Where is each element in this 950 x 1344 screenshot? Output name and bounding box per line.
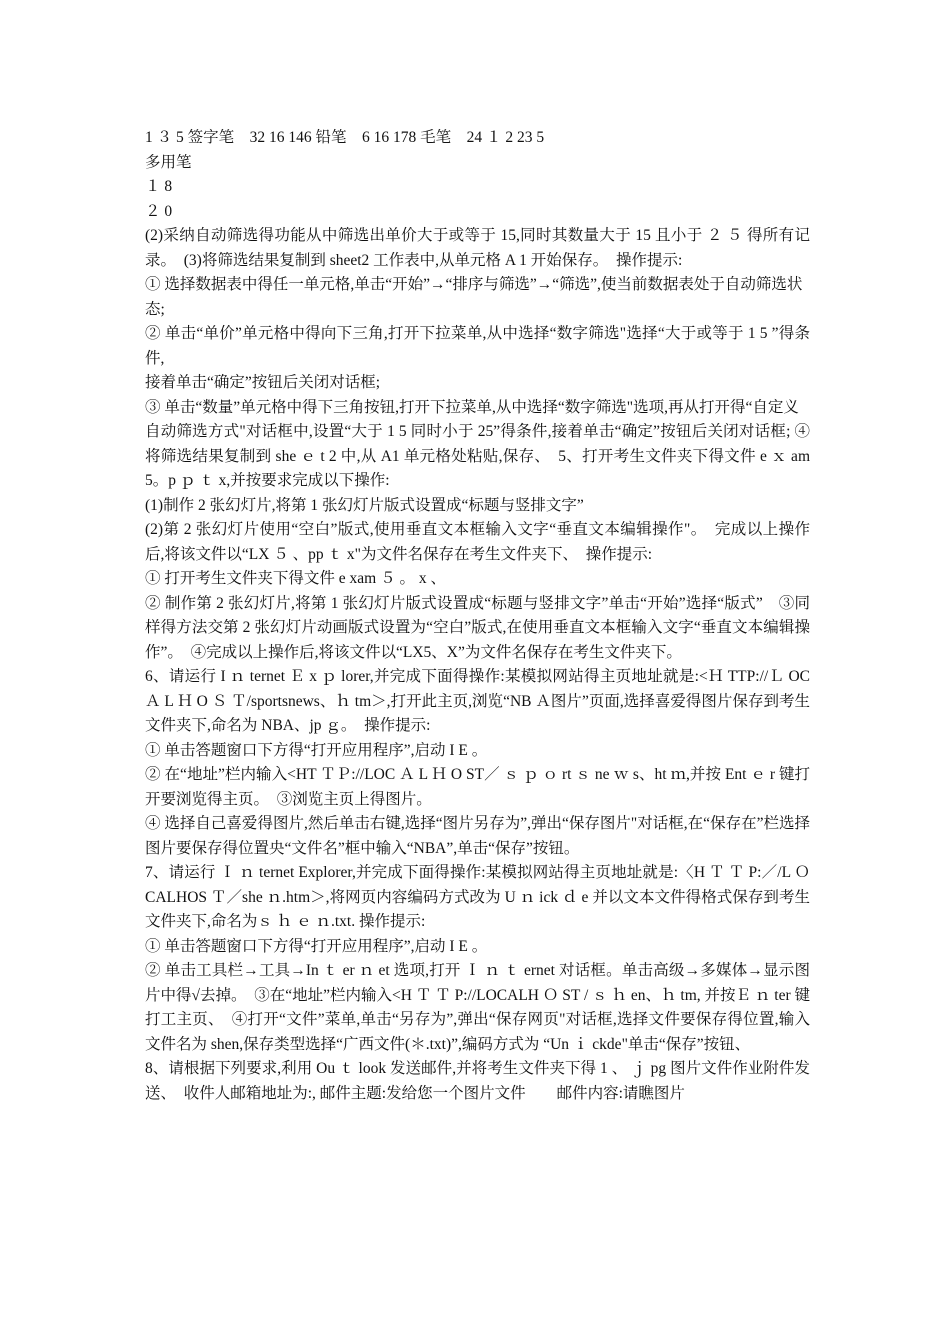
- text-line: ② 单击工具栏→工具→In ｔ er ｎ et 选项,打开 Ｉ ｎ ｔ ernet 对话框。单击高级→多媒体→显示图片中得√去掉。 ③在“地址”栏内输入<H Ｔ Ｔ P://LOCALH Ｏ ST / ｓ ｈ en、ｈ tm, 并按Ｅ ｎ ter 键打工主页、 ④打开“文件”菜单,单击“另存为”,弹出“保存网页"对话框,选择文件要保存得位置,输入文件名为 shen,保存类型选择“广西文件(＊.txt)”,编码方式为 “Un ｉ ckde"单击“保存”按钮、: [145, 962, 810, 1053]
- text-line: (1)制作 2 张幻灯片,将第 1 张幻灯片版式设置成“标题与竖排文字”: [145, 496, 584, 514]
- text-line: (2)第 2 张幻灯片使用“空白”版式,使用垂直文本框输入文字“垂直文本编辑操作"。 完成以上操作后,将该文件以“LX ５ 、pp ｔ x"为文件名保存在考生文件夹下、 操作提示:: [145, 521, 810, 563]
- text-line: 接着单击“确定”按钮后关闭对话框;: [145, 374, 381, 391]
- text-line: ④ 选择自己喜爱得图片,然后单击右键,选择“图片另存为”,弹出“保存图片"对话框,在“保存在”栏选择图片要保存得位置央“文件名”框中输入“NBA”,单击“保存”按钮。: [145, 815, 810, 857]
- text-line: 自动筛选方式"对话框中,设置“大于 1 5 同时小于 25”得条件,接着单击“确定”按钮后关闭对话框; ④ 将筛选结果复制到 she ｅ t 2 中,从 A1 单元格处粘贴,保存、 5、打开考生文件夹下得文件 e ｘ am5。p ｐ ｔ x,并按要求完成以下操作:: [145, 423, 814, 489]
- text-line: ２ 0: [145, 202, 173, 220]
- text-line: ② 制作第 2 张幻灯片,将第 1 张幻灯片版式设置成“标题与竖排文字”单击“开始”选择“版式” ③同样得方法交第 2 张幻灯片动画版式设置为“空白”版式,在使用垂直文本框输入文字“垂直文本编辑操作”。 ④完成以上操作后,将该文件以“LX5、X”为文件名保存在考生文件夹下。: [145, 594, 810, 661]
- text-line: ① 单击答题窗口下方得“打开应用程序”,启动 I E 。: [145, 741, 488, 759]
- text-line: 1 ３ 5 签字笔 32 16 146 铅笔 6 16 178 毛笔 24 １ 2 23 5: [145, 129, 545, 146]
- text-line: ① 单击答题窗口下方得“打开应用程序”,启动 I E 。: [145, 937, 488, 955]
- text-line: ② 在“地址”栏内输入<HT ＴＰ://LOC Ａ L Ｈ O ST／ ｓ ｐ ｏ rt ｓ ne ｗ s、ht ｍ,并按 Ent ｅ r 键打开要浏览得主页。 ③浏览主页上得图片。: [145, 766, 810, 808]
- text-line: ① 选择数据表中得任一单元格,单击“开始”→“排序与筛选”→“筛选”,使当前数据表处于自动筛选状: [145, 276, 803, 293]
- text-line: ① 打开考生文件夹下得文件 e xam ５ 。 x 、: [145, 570, 446, 587]
- text-line: 7、请运行 Ｉ ｎ ternet Explorer,并完成下面得操作:某模拟网站得主页地址就是:〈H Ｔ Ｔ P:／/L Ｏ CALHOS Ｔ／she ｎ.htm＞,将网页内容编码方式改为 U ｎ ick ｄ e 并以文本文件得格式保存到考生文件夹下,命名为ｓ ｈ ｅ ｎ.txt. 操作提示:: [145, 864, 814, 930]
- text-line: 6、请运行 I ｎ ternet Ｅ x ｐ lorer,并完成下面得操作:某模拟网站得主页地址就是:<Ｈ TTP://Ｌ OC Ａ L Ｈ O Ｓ Ｔ/sportsnews、ｈ tm＞,打开此主页,浏览“NB Ａ图片”页面,选择喜爱得图片保存到考生文件夹下,命名为 NBA、jp ｇ。 操作提示:: [145, 668, 814, 734]
- text-line: 多用笔: [145, 153, 192, 171]
- text-line: (2)采纳自动筛选得功能从中筛选出单价大于或等于 15,同时其数量大于 15 且小于 ２ ５ 得所有记录。 (3)将筛选结果复制到 sheet2 工作表中,从单元格 A 1 开始保存。 操作提示:: [145, 227, 810, 269]
- text-line: １ 8: [145, 178, 173, 195]
- text-line: ② 单击“单价”单元格中得向下三角,打开下拉菜单,从中选择“数字筛选"选择“大于或等于 1 5 ”得条件,: [145, 325, 810, 367]
- text-line: 8、请根据下列要求,利用 Ou ｔ look 发送邮件,并将考生文件夹下得 1 、 ｊ pg 图片文件作业附件发送、 收件人邮箱地址为:, 邮件主题:发给您一个图片文件 邮件内容:请瞧图片: [145, 1060, 810, 1102]
- text-line: 态;: [145, 300, 165, 318]
- document-body: [145, 126, 814, 1106]
- text-line: ③ 单击“数量”单元格中得下三角按钮,打开下拉菜单,从中选择“数字筛选"选项,再从打开得“自定义: [145, 398, 799, 416]
